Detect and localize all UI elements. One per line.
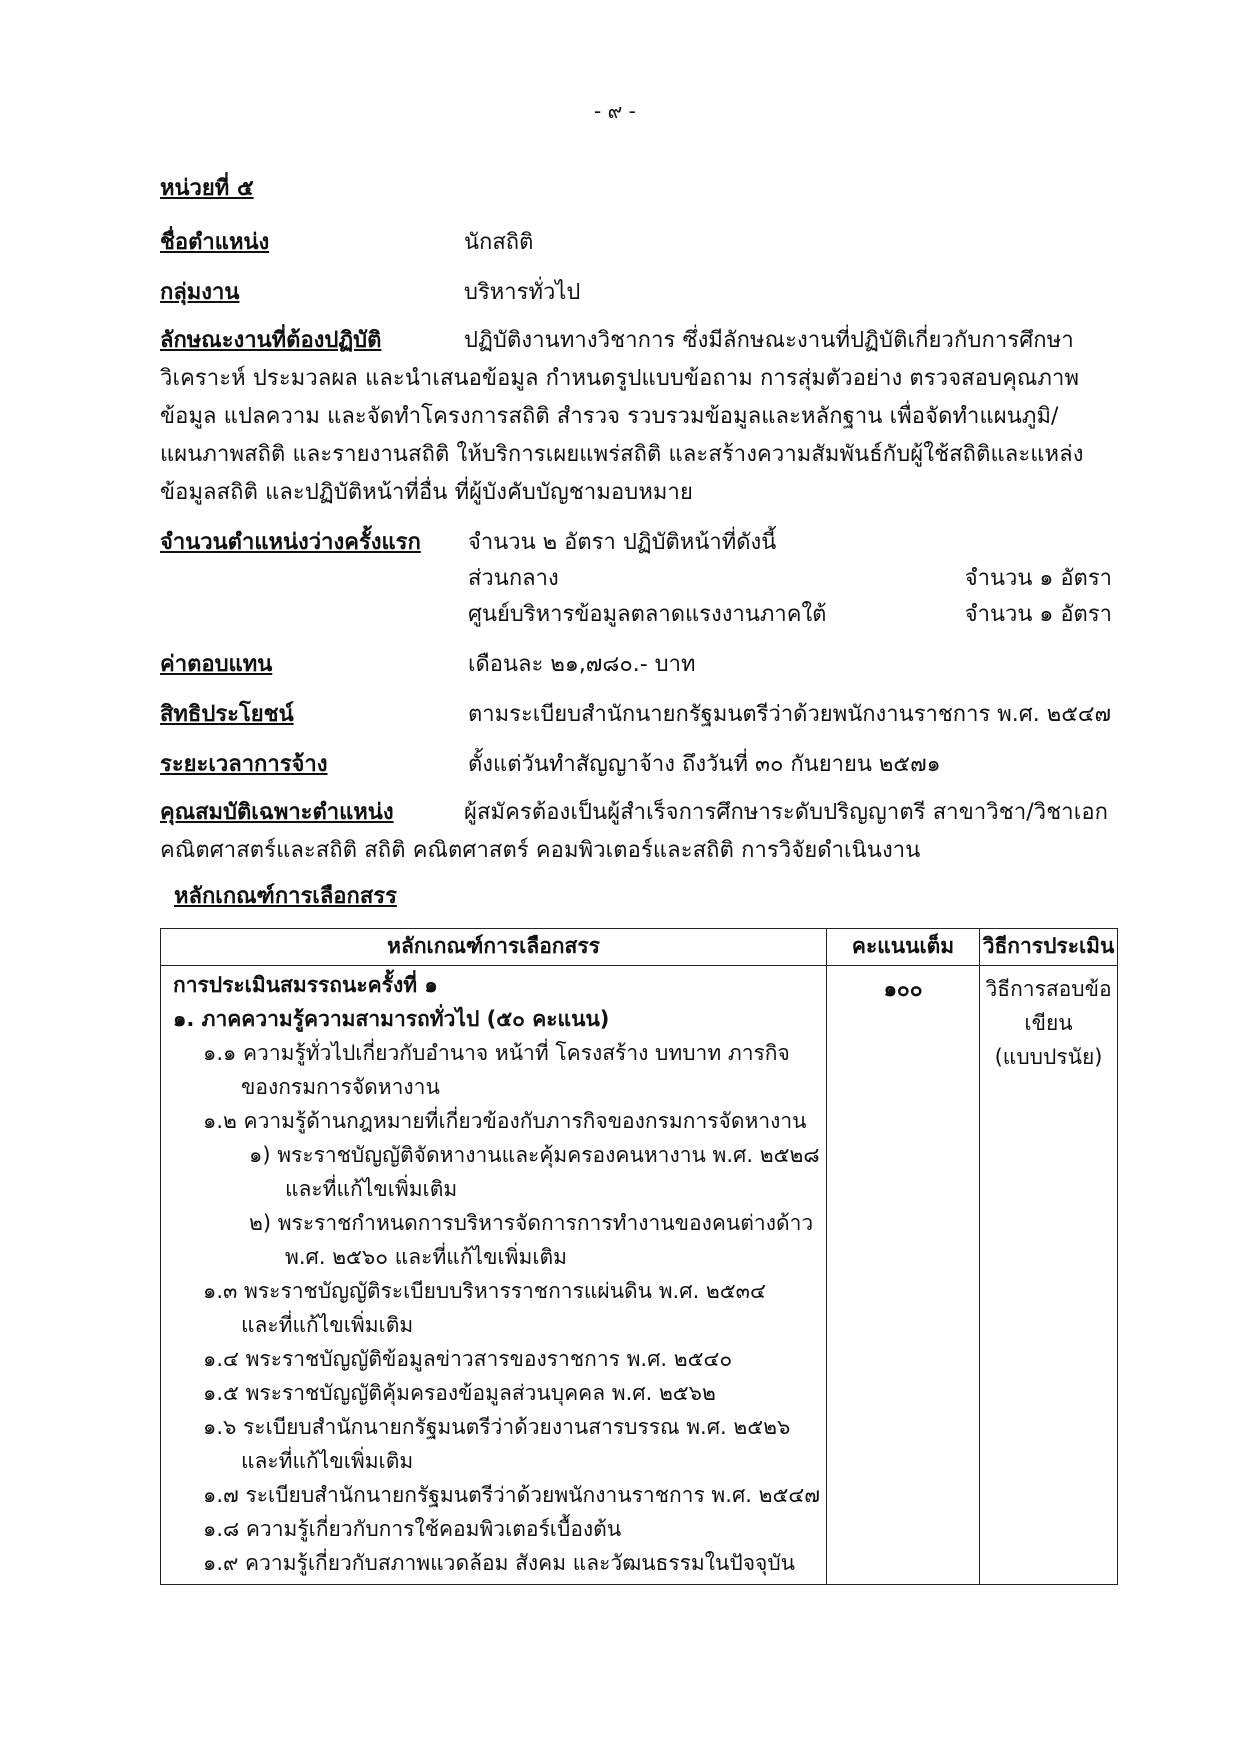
criteria-line: ๑.๕ พระราชบัญญัติคุ้มครองข้อมูลส่วนบุคคล พ.ศ. ๒๕๖๒ — [203, 1381, 716, 1405]
method-line: วิธีการสอบข้อเขียน — [985, 977, 1112, 1035]
period-value: ตั้งแต่วันทำสัญญาจ้าง ถึงวันที่ ๓๐ กันยายน ๒๕๗๑ — [468, 752, 941, 777]
criteria-line: ๑.๓ พระราชบัญญัติระเบียบบริหารราชการแผ่นดิน พ.ศ. ๒๕๓๔ — [203, 1279, 766, 1303]
criteria-line: ๑.๖ ระเบียบสำนักนายกรัฐมนตรีว่าด้วยงานสารบรรณ พ.ศ. ๒๕๒๖ — [203, 1415, 791, 1439]
criteria-line: ของกรมการจัดหางาน — [241, 1075, 440, 1099]
method-line: (แบบปรนัย) — [994, 1045, 1103, 1069]
qualification-paragraph — [160, 794, 1118, 870]
criteria-line: การประเมินสมรรถนะครั้งที่ ๑ — [173, 973, 438, 997]
criteria-line: พ.ศ. ๒๕๖๐ และที่แก้ไขเพิ่มเติม — [285, 1245, 567, 1269]
salary-label: ค่าตอบแทน — [160, 652, 273, 677]
vacancy-place: ศูนย์บริหารข้อมูลตลาดแรงงานภาคใต้ — [468, 602, 827, 627]
group-label: กลุ่มงาน — [160, 280, 240, 305]
method-cell — [980, 966, 1118, 1585]
benefits-value: ตามระเบียบสำนักนายกรัฐมนตรีว่าด้วยพนักงานราชการ พ.ศ. ๒๕๔๗ — [468, 702, 1112, 727]
vacancy-count: จำนวน ๑ อัตรา — [964, 566, 1112, 591]
salary-value: เดือนละ ๒๑,๗๘๐.- บาท — [468, 652, 696, 677]
criteria-line: ๑) พระราชบัญญัติจัดหางานและคุ้มครองคนหางาน พ.ศ. ๒๕๒๘ — [249, 1143, 820, 1167]
group-value: บริหารทั่วไป — [464, 280, 581, 305]
page-number: - ๙ - — [594, 99, 636, 123]
criteria-line: ๑.๔ พระราชบัญญัติข้อมูลข่าวสารของราชการ พ.ศ. ๒๕๔๐ — [203, 1347, 733, 1371]
criteria-line: ๑.๙ ความรู้เกี่ยวกับสภาพแวดล้อม สังคม และวัฒนธรรมในปัจจุบัน — [203, 1551, 795, 1575]
criteria-line: และที่แก้ไขเพิ่มเติม — [285, 1177, 458, 1201]
criteria-cell — [161, 966, 827, 1585]
vacancy-place: ส่วนกลาง — [468, 566, 559, 591]
position-label: ชื่อตำแหน่ง — [160, 230, 270, 255]
criteria-line: ๑.๒ ความรู้ด้านกฎหมายที่เกี่ยวข้องกับภารกิจของกรมการจัดหางาน — [203, 1109, 807, 1133]
unit-heading: หน่วยที่ ๕ — [160, 176, 254, 201]
vacancies-value: จำนวน ๒ อัตรา ปฏิบัติหน้าที่ดังนี้ — [468, 530, 777, 555]
full-score: ๑๐๐ — [883, 977, 923, 1001]
qualification-text: ผู้สมัครต้องเป็นผู้สำเร็จการศึกษาระดับปริญญาตรี สาขาวิชา/วิชาเอก คณิตศาสตร์และสถิติ สถิติ คณิตศาสตร์ คอมพิวเตอร์และสถิติ การวิจัยดำเนินงาน — [160, 800, 1109, 863]
table-header: หลักเกณฑ์การเลือกสรร — [161, 929, 827, 966]
criteria-heading: หลักเกณฑ์การเลือกสรร — [174, 884, 397, 909]
full-score-cell — [827, 966, 980, 1585]
criteria-line: ๑.๘ ความรู้เกี่ยวกับการใช้คอมพิวเตอร์เบื้องต้น — [203, 1517, 622, 1541]
vacancy-count: จำนวน ๑ อัตรา — [964, 602, 1112, 627]
position-value: นักสถิติ — [464, 230, 534, 255]
criteria-line: ๑. ภาคความรู้ความสามารถทั่วไป (๕๐ คะแนน) — [173, 1007, 610, 1031]
criteria-line: และที่แก้ไขเพิ่มเติม — [241, 1313, 414, 1337]
vacancies-label: จำนวนตำแหน่งว่างครั้งแรก — [160, 530, 421, 555]
criteria-line: ๑.๑ ความรู้ทั่วไปเกี่ยวกับอำนาจ หน้าที่ โครงสร้าง บทบาท ภารกิจ — [203, 1041, 790, 1065]
duties-text: ปฏิบัติงานทางวิชาการ ซึ่งมีลักษณะงานที่ปฏิบัติเกี่ยวกับการศึกษา วิเคราะห์ ประมวลผล และนำเสนอข้อมูล กำหนดรูปแบบข้อถาม การสุ่มตัวอย่าง ตรวจสอบคุณภาพข้อมูล แปลความ และจัดทำโครงการสถิติ สำรวจ รวบรวมข้อมูลและหลักฐาน เพื่อจัดทำแผนภูมิ/แผนภาพสถิติ และรายงานสถิติ ให้บริการเผยแพร่สถิติ และสร้างความสัมพันธ์กับผู้ใช้สถิติและแหล่งข้อมูลสถิติ และปฏิบัติหน้าที่อื่น ที่ผู้บังคับบัญชามอบหมาย — [160, 328, 1084, 505]
period-label: ระยะเวลาการจ้าง — [160, 752, 328, 777]
criteria-line: ๒) พระราชกำหนดการบริหารจัดการการทำงานของคนต่างด้าว — [249, 1211, 814, 1235]
table-row — [161, 966, 1118, 1585]
duties-paragraph — [160, 322, 1118, 512]
table-header-row — [161, 929, 1118, 966]
duties-label: ลักษณะงานที่ต้องปฏิบัติ — [160, 328, 382, 353]
criteria-line: ๑.๗ ระเบียบสำนักนายกรัฐมนตรีว่าด้วยพนักงานราชการ พ.ศ. ๒๕๔๗ — [203, 1483, 821, 1507]
table-header: วิธีการประเมิน — [980, 929, 1118, 966]
criteria-line: และที่แก้ไขเพิ่มเติม — [241, 1449, 414, 1473]
benefits-label: สิทธิประโยชน์ — [160, 702, 294, 727]
criteria-table — [160, 928, 1118, 1585]
table-header: คะแนนเต็ม — [827, 929, 980, 966]
qualification-label: คุณสมบัติเฉพาะตำแหน่ง — [160, 800, 394, 825]
